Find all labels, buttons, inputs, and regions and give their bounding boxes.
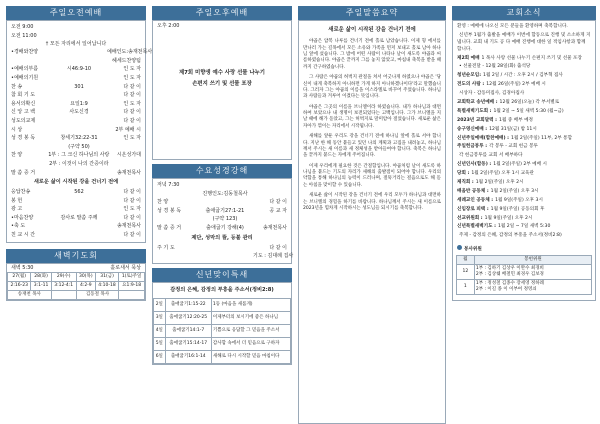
bible-cell: 5일: [154, 337, 166, 350]
news-box: [452, 20, 596, 301]
bible-row: [154, 298, 291, 311]
order-row: 주 기 도 다 같 이: [157, 244, 287, 251]
order-row: 헤세드찬양팀: [112, 57, 141, 64]
dawn-day: 31(금): [95, 273, 118, 282]
bible-row: [154, 350, 291, 363]
bible-title: 감정의 은혜, 감정의 부흥을 주소서(정비2:8): [170, 286, 274, 293]
sermon-paragraph: 이제 우리에게 필요한 것은 간절함입니다. 야곱처럼 날이 새도록 하나님을 붙드는 기도의 자리가 새해의 출발점이 되어야 합니다. 우리의 약함을 통해 하나님의 능력이 드러나며, 절뚝거리는 걸음으로도 해 돋는 아침을 맞이할 수 있습니다.: [303, 163, 441, 188]
wed-box: [152, 178, 292, 264]
news-item: 신임장로 피택 : 1월 9일(주일) 공동의회 후: [457, 206, 545, 212]
bible-cell: 출애굽기12:20-25: [165, 311, 211, 324]
sermon-paragraph: 새로운 삶이 시작된 강을 건너기 전에 우리 모두가 하나님과 대면하는 브니엘의 경험을 하기를 바랍니다. 하나님께서 주시는 새 이름으로 2023년을 힘차게 시작하시는 성도님들 되시기를 축복합니다.: [303, 193, 441, 211]
dawn-passage: 4:2-9: [76, 282, 95, 291]
dawn-passage: 요1:9-18: [119, 282, 145, 291]
order-row: 말 씀 증 거 송재천목사: [11, 169, 141, 176]
order-row: •예배의기원 인 도 자: [11, 74, 141, 81]
order-row: •예배의부름 시46:9-10 인 도 자: [11, 66, 141, 73]
service-head: 월: [456, 256, 474, 265]
sermon-paragraph: 야곱은 그곳의 이름을 브니엘이라 하였습니다. 내가 하나님과 대면하여 보았으나 내 생명이 보전되었다는 고백입니다. 그가 브니엘을 지날 때에 해가 돋았고, 그는 허벅지로 말미암아 절었습니다. 새로운 삶은 자아가 꺾이는 자리에서 시작됩니다.: [303, 104, 441, 129]
dawn-day: 29(수): [51, 273, 76, 282]
service-header: 봉사위원: [453, 244, 595, 255]
sermon-summary-section: [298, 6, 446, 424]
order-row: (구약 50): [68, 143, 90, 150]
dawn-leader: [119, 291, 145, 300]
news-item: 세례교인 공동체 : 1월 9일(주일) 오후 3시: [457, 197, 543, 203]
bible-cell: 2일: [154, 298, 166, 311]
opening-note: † 모든 자리에서 일어납니다: [45, 41, 107, 48]
news-item: 선교위원회 : 1월 9일(주일) 오후 2시: [457, 215, 533, 221]
dawn-passage: 3:1-11: [31, 282, 51, 291]
bible-cell: 출애굽기1:15-22: [165, 298, 211, 311]
sermon-title: 새로운 삶이 시작된 강을 건너기 전에: [33, 179, 119, 186]
dawn-passage: 2:16-23: [8, 282, 31, 291]
dawn-leader: 김동철 목사: [76, 291, 118, 300]
bible-box: [152, 282, 292, 365]
order-row: 봉 헌 다 같 이: [11, 197, 141, 204]
order-row: 광 고 인 도 자: [11, 206, 141, 213]
news-item: 주제 - 감정의 은혜, 감정의 부흥을 주소서(정비2:8): [459, 233, 562, 239]
time-row: 오전 9:00: [11, 24, 34, 30]
bible-cell: 이제부터의 보시기에 좋은 하나님: [211, 311, 290, 324]
section-header: 주일말씀요약: [298, 6, 446, 20]
wed-title: 제단, 성막의 뜰, 등불 관리: [191, 234, 253, 241]
news-item: 각 헌금봉투를 교회 서 배부하다: [459, 153, 523, 159]
service-table: [456, 255, 592, 295]
afternoon-lesson: 제7회 미향생 예수 사랑 선물 나누기: [178, 69, 266, 76]
bible-cell: 1등 (마음을 새롭게): [211, 298, 290, 311]
order-row: 성 경 봉 독 창세기32:22-31 인 도 자: [11, 135, 141, 142]
news-item: 교회학교 송년예배 : 12월 26일(오늘) 각 부서별로: [457, 100, 560, 106]
news-item: 신년특별새벽기도 : 1월 2일 ~ 7일 새벽 5:30: [457, 224, 551, 230]
bible-cell: 출애굽기15:14-17: [165, 337, 211, 350]
order-row: 용서의확신 요일1:9 인 도 자: [11, 100, 141, 107]
order-row: 찬 송 301 다 같 이: [11, 83, 141, 90]
order-row: 찬 양 1부 : 그 크신 하나님의 사랑 시온성가대: [11, 152, 141, 159]
news-item: 신년인사(합동) : 1월 2일(주일) 2부 예배 시: [457, 162, 547, 168]
section-header: 주일오후예배: [152, 6, 292, 20]
wed-header: 수요성경강해: [152, 164, 292, 178]
wed-order: [153, 190, 291, 233]
worship-morning-section: [6, 6, 153, 301]
dawn-day: 27(월): [8, 273, 31, 282]
section-header: 주일오전예배: [6, 6, 146, 20]
bible-cell: 3일: [154, 311, 166, 324]
order-row: •경배와찬양 예배인도:송재천목사: [11, 49, 153, 56]
order-row: (구약 123): [212, 216, 238, 223]
bible-cell: 감사함 속에서 더 믿음으로 구하자: [211, 337, 290, 350]
bible-table: [153, 298, 291, 364]
bible-row: [154, 311, 291, 324]
worship-afternoon-section: [152, 6, 292, 365]
news-item: 당회 : 1월 2일(주일) 오후 1시 교육관: [457, 171, 534, 177]
sermon-box: [298, 20, 446, 424]
service-members: 1부 : 김하기 김상우 이완수 최경희 2부 : 김상쉐 배철민 최경우 김보경: [474, 265, 591, 280]
dawn-leader: [51, 291, 76, 300]
morning-order-box: [6, 20, 153, 243]
news-item: 제2회 예배 1 목사 사랑 선물 나누기 손편지 쓰기 및 선물 포장: [457, 55, 582, 61]
afternoon-lesson-sub: 손편지 쓰기 및 선물 포장: [192, 81, 252, 88]
bible-row: [154, 337, 291, 350]
wed-time: 저녁 7:30: [157, 182, 180, 188]
order-list-2: [7, 188, 145, 240]
news-item: 제직회 : 1월 2일(주일) 오후 2시: [457, 180, 524, 186]
order-row: 진행인도:김동철목사: [202, 190, 248, 197]
order-row: 참 회 기 도 다 같 이: [11, 92, 141, 99]
dawn-passage: 4:10-18: [95, 282, 118, 291]
afternoon-box: [152, 20, 292, 160]
sermon-paragraphs: [299, 38, 445, 213]
order-row: 성도의교제 다 같 이: [11, 117, 141, 124]
news-item: 2023년 교회달력 : 1월 중 배부 예정: [457, 117, 533, 123]
bible-row: [154, 324, 291, 337]
news-item: 시상자 - 감동미집사, 김경아집사: [459, 91, 525, 97]
sermon-summary-title: 새로운 삶이 시작된 강을 건너기 전에: [328, 27, 416, 33]
service-members: 1부 : 정성철 김종수 장세영 정하례 2부 : 이길 종 이 이부여 정영쇠: [474, 280, 591, 295]
bullet-icon: [457, 245, 462, 250]
order-row: •마음찬양 감사로 말씀 주께 다 같 이: [11, 214, 141, 221]
afternoon-time: 오후 2:00: [157, 23, 180, 29]
order-row: 찬 양 다 같 이: [157, 199, 287, 206]
news-item: 신년주일예배(합찬예배) : 1월 2일(주일) 11부, 2부 통합: [457, 135, 573, 141]
order-row: •축 도 송재천목사: [11, 223, 141, 230]
news-item: 주일헌금봉투 : 각 봉투 - 교회 헌금 봉투: [457, 144, 538, 150]
bible-cell: 6일: [154, 350, 166, 363]
news-list: [453, 32, 595, 241]
bible-cell: 기쁨으로 응답할 그 믿음을 주소서: [211, 324, 290, 337]
dawn-header: 새벽기도회: [6, 249, 146, 263]
bible-cell: 출애굽기16:1-14: [165, 350, 211, 363]
news-item: • 선물전달 - 12월 28일(화) 출석당: [459, 64, 531, 70]
time-row: 오전 11:00: [11, 32, 37, 39]
service-month: 12: [456, 265, 474, 280]
dawn-day: 1(토)주일: [119, 273, 145, 282]
bible-cell: 새해로 다시 시작할 믿음 마침이다: [211, 350, 290, 363]
service-head: 봉헌위원: [474, 256, 591, 265]
dawn-passage: 3:12-4:1: [51, 282, 76, 291]
news-item: 전도의 사람 : 12월 26일(주일) 2부 예배 시: [457, 82, 546, 88]
dawn-table: [7, 272, 145, 300]
section-header: 교회소식: [452, 6, 596, 20]
news-item: 송구영신예배 : 12월 31일(금) 밤 11시: [457, 126, 537, 132]
sermon-paragraph: 새해를 앞둔 우리도 강을 건너기 전에 하나님 앞에 홀로 서야 합니다. 지난 한 해 동안 붙들고 있던 나의 계획과 고집을 내려놓고, 하나님께서 주시는 새 이름과 새 정체성을 받아들여야 합니다. 축복은 하나님을 끝까지 붙드는 자에게 주어집니다.: [303, 134, 441, 159]
order-row: 친 교 시 간 다 같 이: [11, 232, 141, 239]
church-news-section: [452, 6, 596, 301]
wed-order-2: [153, 244, 294, 261]
order-row: 기도 : 김대례 집사: [253, 253, 294, 260]
order-row: 응답찬송 562 다 같 이: [11, 189, 141, 196]
dawn-day: 28(화): [31, 273, 51, 282]
dawn-leader: 송재천 목사: [8, 291, 52, 300]
news-item: 특별새벽기도회 : 1월 2일 ~ 5일 새벽 5:30 (월~금): [457, 108, 564, 114]
dawn-box: [6, 263, 146, 302]
order-row: 신 앙 고 백 사도신경 다 같 이: [11, 109, 141, 116]
welcome-note: 환영 : 예배에 나오신 모든 분들을 환영하며 축복합니다.: [457, 24, 568, 29]
order-row: 2부 : 이것이 나의 간증이라: [49, 160, 109, 167]
sermon-paragraph: 야곱은 얍복 나루를 건너기 전에 홀로 남았습니다. 이제 형 에서를 만나러 가는 길목에서 모든 소유와 가족을 먼저 보내고 홀로 남아 하나님 앞에 섰습니다. 그 밤에 어떤 사람이 나타나 날이 새도록 야곱과 씨름하였습니다. 야곱은 끝까지 그를 놓지 않았고, 마침내 축복을 받을 때까지 간구하였습니다.: [303, 39, 441, 70]
news-item: 청년순모임: 1월 2일 / 시간 : 오후 2시 / 김부혁 집사: [457, 73, 563, 79]
dawn-day: 30(목): [76, 273, 95, 282]
bible-cell: 4일: [154, 324, 166, 337]
order-row: 성 경 봉 독 출애굽기27:1-21 공 교 자: [157, 207, 287, 214]
bible-cell: 출애굽기14:1-7: [165, 324, 211, 337]
order-row: 시 상 2부 예배 시: [11, 126, 141, 133]
sermon-paragraph: 그 사람은 야곱의 허벅지 관절을 쳐서 어긋나게 하였으나 야곱은 '당신이 내게 축복하지 아니하면 가게 하지 아니하겠나이다'라고 말했습니다. 그러자 그는 야곱의 이름을 이스라엘로 바꾸어 주었습니다. 하나님과 사람들과 겨루어 이겼다는 뜻입니다.: [303, 75, 441, 100]
order-row: 말 씀 증 거 출애굽기 강해(4) 송재천목사: [157, 224, 287, 231]
news-item: 배움반 공동체 : 1월 2일(주일) 오후 3시: [457, 188, 539, 194]
dawn-info-row: 새벽 5:30 홀로새서 묵상: [11, 264, 141, 271]
bible-header: 신년맞이특새: [152, 268, 292, 282]
news-item: 신년부 1월가 출발을 예배가 이번에 합동으로 진행 및 소소하게 지냅니다. 교회 내 기도 공 다 예배 진행에 대한 일 적임사항과 함께 합니다.: [457, 32, 591, 52]
service-month: 1: [456, 280, 474, 295]
order-list: [7, 48, 153, 177]
